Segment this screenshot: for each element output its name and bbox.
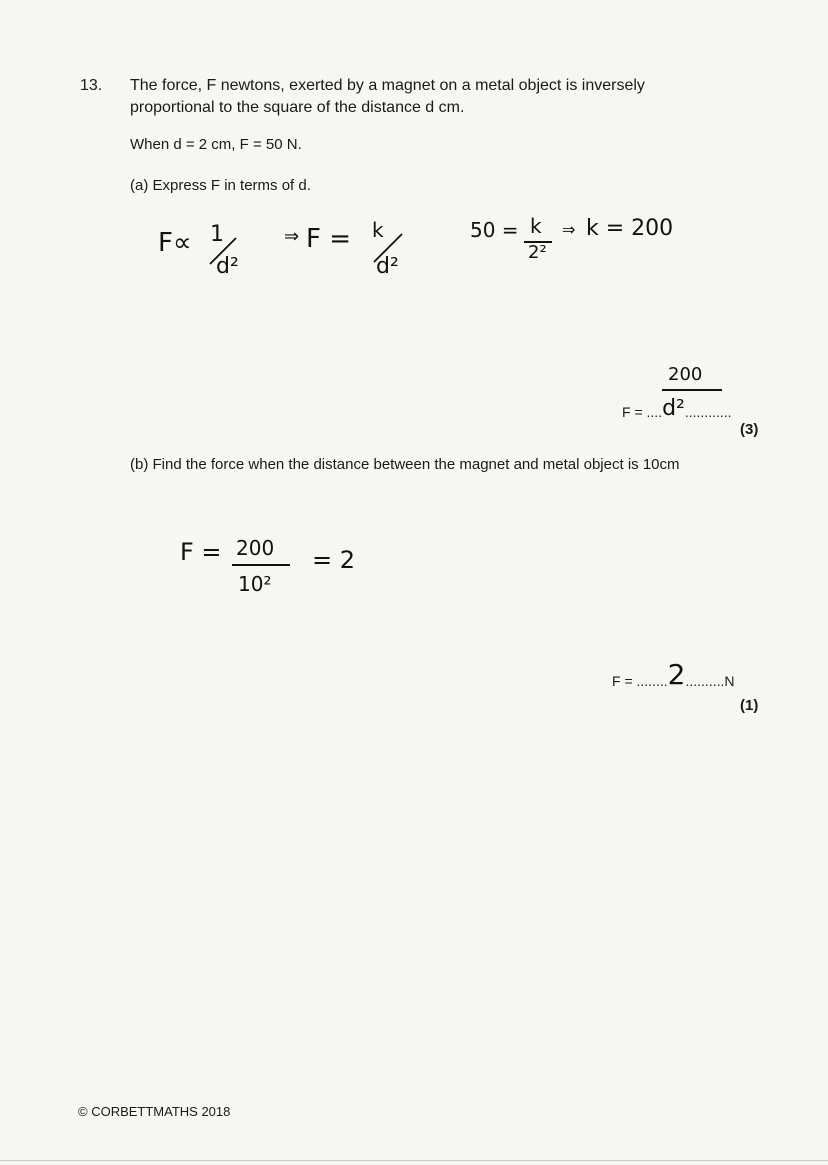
- substitution-lhs: 50 =: [470, 218, 519, 242]
- question-number: 13.: [80, 77, 103, 94]
- part-a-working-step2: [284, 218, 434, 293]
- answer-a-denominator: d²: [662, 396, 685, 421]
- part-b-prompt: [130, 456, 680, 473]
- part-a-text: Express F in terms of d.: [152, 177, 311, 194]
- substitution-denominator: 2²: [528, 242, 547, 263]
- answer-b-unit: N: [724, 673, 735, 689]
- part-b-label: (b): [130, 456, 149, 473]
- copyright-footer: © CORBETTMATHS 2018: [78, 1104, 231, 1119]
- part-a-prompt: [130, 177, 311, 194]
- equation-lhs: F =: [306, 224, 352, 254]
- given-condition: When d = 2 cm, F = 50 N.: [130, 136, 302, 153]
- part-b-marks: (1): [740, 697, 759, 714]
- answer-a-dots: ............: [684, 404, 732, 420]
- substitution-numerator: k: [530, 214, 542, 238]
- part-a-working-step3: [470, 214, 730, 274]
- proportional-numerator: 1: [210, 222, 224, 247]
- force-result: = 2: [312, 546, 356, 574]
- answer-a-line: [622, 398, 732, 423]
- proportional-lhs: F∝: [158, 228, 192, 258]
- answer-b-label: F =: [612, 673, 637, 689]
- fraction-bar: [232, 564, 290, 566]
- part-a-label: (a): [130, 177, 149, 194]
- equation-numerator: k: [372, 218, 384, 242]
- part-b-working: [180, 534, 400, 614]
- implies-arrow-1: ⇒: [284, 226, 300, 247]
- answer-b-dots-left: ........: [636, 673, 668, 689]
- constant-result: k = 200: [586, 216, 674, 241]
- part-a-marks: (3): [740, 421, 759, 438]
- answer-b-line: [612, 660, 735, 693]
- page-edge-divider: [0, 1160, 828, 1161]
- answer-a-fraction-bar: [662, 389, 722, 391]
- answer-a-numerator: 200: [668, 364, 703, 385]
- proportional-denominator: d²: [216, 254, 239, 279]
- answer-b-dots-right: ..........: [685, 673, 725, 689]
- equation-denominator: d²: [376, 254, 399, 279]
- part-b-text: Find the force when the distance between the magnet and metal object is 10cm: [152, 456, 680, 473]
- part-a-working-step1: [158, 222, 268, 292]
- force-denominator: 10²: [238, 572, 272, 596]
- implies-arrow-2: ⇒: [562, 220, 576, 239]
- force-numerator: 200: [236, 536, 275, 560]
- answer-a-label: F = ....: [622, 404, 663, 420]
- answer-b-value: 2: [667, 658, 686, 691]
- question-stem: The force, F newtons, exerted by a magnet on a metal object is inversely proportional to the square of the distance d cm.: [130, 77, 645, 116]
- force-lhs: F =: [180, 538, 222, 566]
